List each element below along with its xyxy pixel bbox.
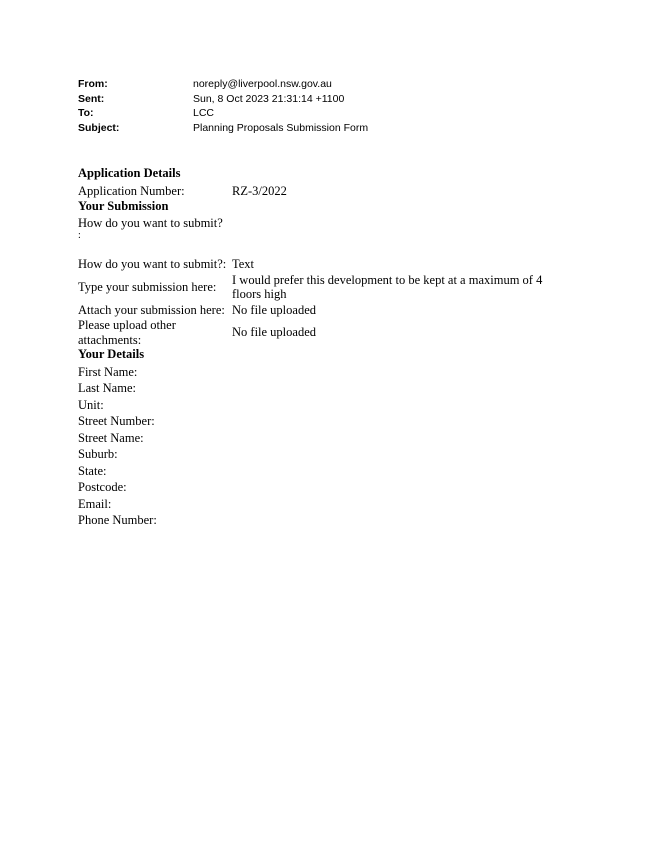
how-submit-label-line2: : bbox=[78, 230, 81, 241]
type-submission-row bbox=[78, 273, 578, 302]
how-submit-label: How do you want to submit?: bbox=[78, 257, 227, 271]
submission-form bbox=[78, 166, 578, 529]
subject-value: Planning Proposals Submission Form bbox=[193, 121, 369, 134]
state-row bbox=[78, 463, 578, 480]
other-attachments-row bbox=[78, 318, 578, 347]
state-label: State: bbox=[78, 463, 107, 478]
how-submit-row bbox=[78, 256, 578, 273]
last-name-row bbox=[78, 380, 578, 397]
phone-label: Phone Number: bbox=[78, 513, 157, 527]
application-number-row bbox=[78, 183, 578, 200]
sent-value: Sun, 8 Oct 2023 21:31:14 +1100 bbox=[193, 92, 345, 105]
attach-submission-value: No file uploaded bbox=[232, 302, 317, 317]
sent-label: Sent: bbox=[78, 92, 105, 105]
unit-label: Unit: bbox=[78, 397, 104, 412]
type-submission-label: Type your submission here: bbox=[78, 279, 217, 294]
from-value: noreply@liverpool.nsw.gov.au bbox=[193, 78, 332, 90]
phone-row bbox=[78, 512, 578, 529]
other-attachments-label: Please upload other attachments: bbox=[78, 318, 176, 347]
subject-label: Subject: bbox=[78, 121, 120, 134]
last-name-label: Last Name: bbox=[78, 381, 136, 395]
your-submission-heading: Your Submission bbox=[78, 199, 169, 213]
email-label: Email: bbox=[78, 496, 112, 511]
how-submit-value: Text bbox=[232, 257, 255, 271]
street-number-row bbox=[78, 413, 578, 430]
email-from-row bbox=[78, 77, 368, 92]
email-row bbox=[78, 496, 578, 513]
from-label: From: bbox=[78, 78, 108, 90]
street-name-row bbox=[78, 430, 578, 447]
type-submission-value: I would prefer this development to be kept at a maximum of 4 floors high bbox=[232, 272, 543, 301]
your-details-heading: Your Details bbox=[78, 347, 145, 361]
suburb-row bbox=[78, 446, 578, 463]
to-value: LCC bbox=[193, 107, 215, 119]
to-label: To: bbox=[78, 107, 94, 119]
postcode-label: Postcode: bbox=[78, 480, 127, 494]
how-submit-label-wrapped bbox=[78, 216, 578, 243]
spacer bbox=[78, 242, 578, 256]
email-subject-row bbox=[78, 121, 368, 136]
street-name-label: Street Name: bbox=[78, 430, 144, 445]
street-number-label: Street Number: bbox=[78, 414, 155, 428]
email-sent-row bbox=[78, 92, 368, 107]
first-name-label: First Name: bbox=[78, 364, 138, 379]
first-name-row bbox=[78, 364, 578, 381]
application-number-value: RZ-3/2022 bbox=[232, 183, 287, 198]
postcode-row bbox=[78, 479, 578, 496]
how-submit-label-line1: How do you want to submit? bbox=[78, 215, 223, 230]
other-attachments-value: No file uploaded bbox=[232, 325, 317, 340]
application-number-label: Application Number: bbox=[78, 183, 185, 198]
email-to-row bbox=[78, 106, 368, 121]
suburb-label: Suburb: bbox=[78, 447, 118, 461]
attach-submission-row bbox=[78, 302, 578, 319]
application-details-heading: Application Details bbox=[78, 166, 181, 180]
email-header bbox=[78, 77, 368, 135]
attach-submission-label: Attach your submission here: bbox=[78, 302, 225, 317]
unit-row bbox=[78, 397, 578, 414]
